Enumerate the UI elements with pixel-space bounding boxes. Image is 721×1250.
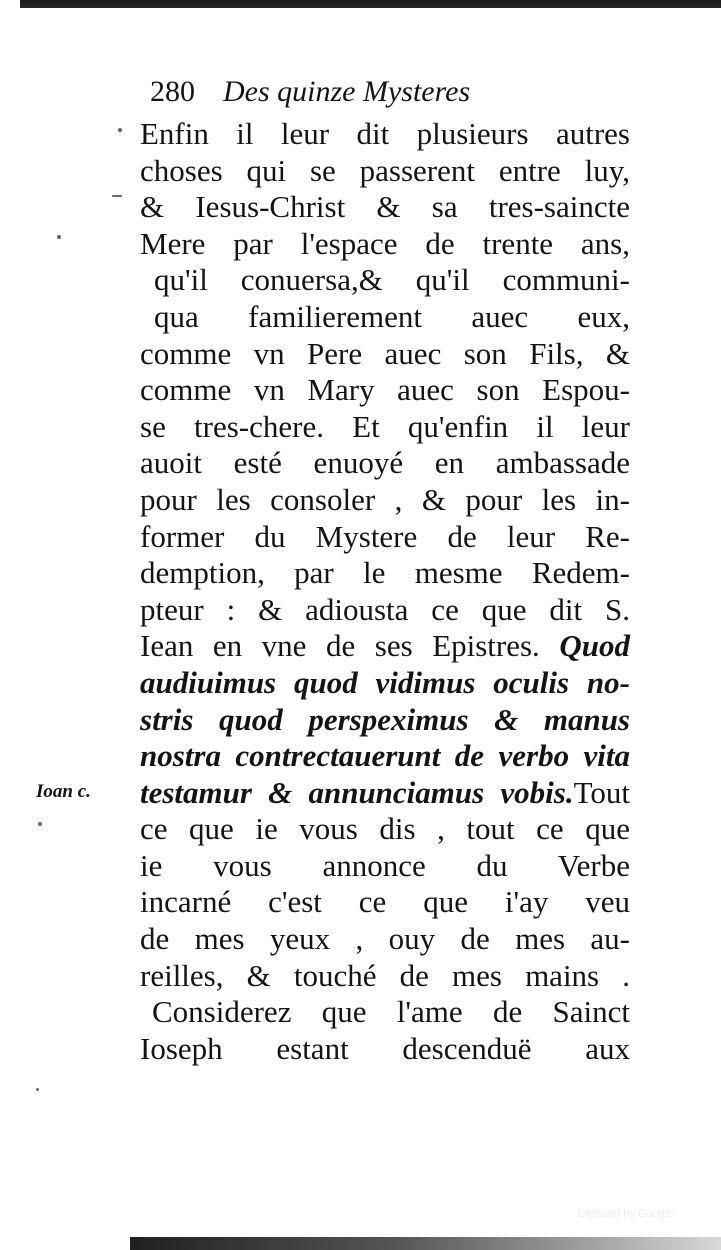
text-line: comme vn Pere auec son Fils, & bbox=[140, 335, 630, 371]
text-line bbox=[140, 775, 630, 812]
text-line: Ioseph estant descenduë aux bbox=[140, 1030, 630, 1066]
page-edge-top bbox=[20, 0, 721, 8]
latin-quote-end: testamur & annunciamus vobis. bbox=[140, 774, 574, 810]
margin-note: Ioan c. bbox=[36, 781, 91, 802]
page-header bbox=[150, 74, 470, 110]
text-line: qua familierement auec eux, bbox=[154, 298, 630, 334]
text-line: Considerez que l'ame de Sainct bbox=[152, 994, 630, 1030]
text-line: Mere par l'espace de trente ans, bbox=[140, 225, 630, 261]
text-line: & Iesus-Christ & sa tres-saincte bbox=[140, 189, 630, 225]
ink-speck bbox=[36, 1088, 39, 1091]
text-line: pour les consoler , & pour les in- bbox=[140, 481, 630, 517]
text-line: ie vous annonce du Verbe bbox=[140, 847, 630, 883]
text-segment: Tout bbox=[573, 774, 630, 810]
text-line: se tres-chere. Et qu'enfin il leur bbox=[140, 408, 630, 444]
text-line: reilles, & touché de mes mains . bbox=[140, 957, 630, 993]
text-line: pteur : & adiousta ce que dit S. bbox=[140, 591, 630, 627]
text-line: incarné c'est ce que i'ay veu bbox=[140, 884, 630, 920]
latin-quote-line: nostra contrectauerunt de verbo vita bbox=[140, 738, 630, 774]
text-line: comme vn Mary auec son Espou- bbox=[140, 372, 630, 408]
latin-quote-line: audiuimus quod vidimus oculis no- bbox=[140, 664, 630, 700]
page-number: 280 bbox=[150, 75, 195, 108]
running-title: Des quinze Mysteres bbox=[223, 75, 471, 108]
text-line: choses qui se passerent entre luy, bbox=[140, 152, 630, 188]
text-line bbox=[140, 628, 630, 665]
text-line: former du Mystere de leur Re- bbox=[140, 518, 630, 554]
page-edge-bottom bbox=[130, 1237, 721, 1250]
text-line: qu'il conuersa,& qu'il communi- bbox=[154, 262, 630, 298]
body-text bbox=[140, 116, 630, 1067]
latin-quote-start: Quod bbox=[559, 628, 630, 664]
text-line: auoit esté enuoyé en ambassade bbox=[140, 445, 630, 481]
ink-speck bbox=[57, 235, 61, 239]
watermark: Digitized by Google bbox=[578, 1208, 674, 1220]
latin-quote-line: stris quod perspeximus & manus bbox=[140, 701, 630, 737]
text-line: de mes yeux , ouy de mes au- bbox=[140, 921, 630, 957]
text-line: Enfin il leur dit plusieurs autres bbox=[140, 116, 630, 151]
text-line: demption, par le mesme Redem- bbox=[140, 555, 630, 591]
ink-speck bbox=[118, 128, 122, 132]
ink-speck bbox=[38, 822, 42, 826]
text-segment: Iean en vne de ses Epistres. bbox=[140, 628, 540, 664]
text-line: ce que ie vous dis , tout ce que bbox=[140, 811, 630, 847]
ink-speck bbox=[112, 195, 122, 197]
